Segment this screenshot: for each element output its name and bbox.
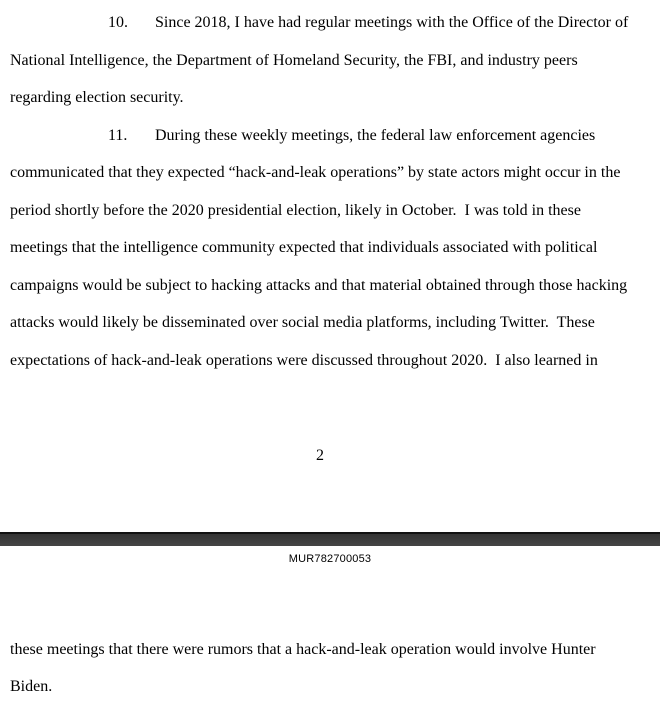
page-separator-bar <box>0 532 660 546</box>
bates-number: MUR782700053 <box>288 552 372 565</box>
paragraph-10-text: Since 2018, I have had regular meetings with the Office of the Director of National Intelligence, the Department of Homeland Security, the FBI, and industry peers regarding election security. <box>10 14 633 106</box>
document-page-2 <box>0 565 660 706</box>
paragraph-11-text: During these weekly meetings, the federal law enforcement agencies communicated that they expected “hack-and-leak operations” by state actors might occur in the period shortly before the 2020 presidential election, likely in October. I was told in these meetings that the intelligence community expected that individuals associated with political campaigns would be subject to hacking attacks and that material obtained through those hacking attacks would likely be disseminated over social media platforms, including Twitter. These expectations of hack-and-leak operations were discussed throughout 2020. I also learned in <box>10 126 632 369</box>
paragraph-continuation: these meetings that there were rumors that a hack-and-leak operation would involve Hunter Biden. <box>10 640 600 695</box>
page-number: 2 <box>316 447 324 464</box>
paragraph-10 <box>10 4 633 117</box>
paragraph-10-number: 10. <box>108 14 128 31</box>
page-2-body <box>0 565 660 706</box>
paragraph-11-number: 11. <box>108 126 128 144</box>
paragraph-11 <box>10 117 630 380</box>
